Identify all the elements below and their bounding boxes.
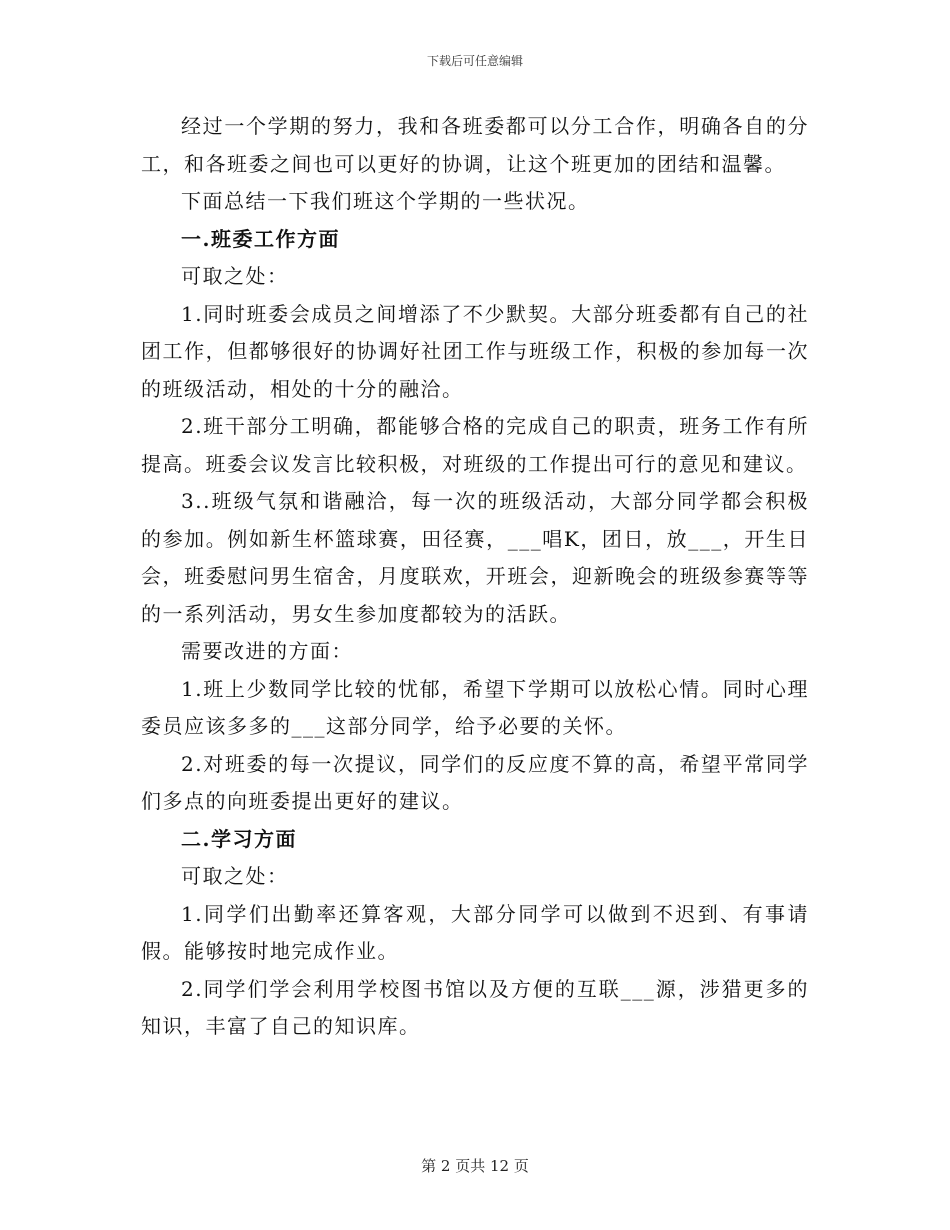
subheading-study-strengths: 可取之处：: [181, 864, 289, 888]
page-number-footer: 第 2 页共 12 页: [421, 1157, 529, 1175]
section-heading-committee-work: 一.班委工作方面: [181, 226, 340, 251]
document-body: [141, 108, 809, 1046]
list-item-improvement-1: 1.班上少数同学比较的忧郁，希望下学期可以放松心情。同时心理委员应该多多的___这部分同学，给予必要的关怀。: [141, 676, 809, 738]
list-item-committee-3: 3..班级气氛和谐融洽，每一次的班级活动，大部分同学都会积极的参加。例如新生杯篮球赛，田径赛，___唱K，团日，放___，开生日会，班委慰问男生宿舍，月度联欢，开班会，迎新晚会的班级参赛等等的一系列活动，男女生参加度都较为的活跃。: [141, 489, 809, 626]
list-item-study-2: 2.同学们学会利用学校图书馆以及方便的互联___源，涉猎更多的知识，丰富了自己的知识库。: [141, 976, 809, 1038]
list-item-study-1: 1.同学们出勤率还算客观，大部分同学可以做到不迟到、有事请假。能够按时地完成作业。: [141, 901, 809, 963]
paragraph-summary-lead: 下面总结一下我们班这个学期的一些状况。: [181, 189, 590, 213]
list-item-improvement-2: 2.对班委的每一次提议，同学们的反应度不算的高，希望平常同学们多点的向班委提出更好的建议。: [141, 751, 809, 813]
subheading-strengths: 可取之处：: [181, 264, 289, 288]
section-heading-study: 二.学习方面: [181, 826, 297, 851]
paragraph-intro: 经过一个学期的努力，我和各班委都可以分工合作，明确各自的分工，和各班委之间也可以更好的协调，让这个班更加的团结和温馨。: [141, 114, 809, 176]
page-header-note: 下载后可任意编辑: [426, 54, 523, 68]
list-item-committee-1: 1.同时班委会成员之间增添了不少默契。大部分班委都有自己的社团工作，但都够很好的协调好社团工作与班级工作，积极的参加每一次的班级活动，相处的十分的融洽。: [141, 301, 809, 401]
list-item-committee-2: 2.班干部分工明确，都能够合格的完成自己的职责，班务工作有所提高。班委会议发言比较积极，对班级的工作提出可行的意见和建议。: [141, 414, 809, 476]
subheading-improvements: 需要改进的方面：: [181, 639, 353, 663]
